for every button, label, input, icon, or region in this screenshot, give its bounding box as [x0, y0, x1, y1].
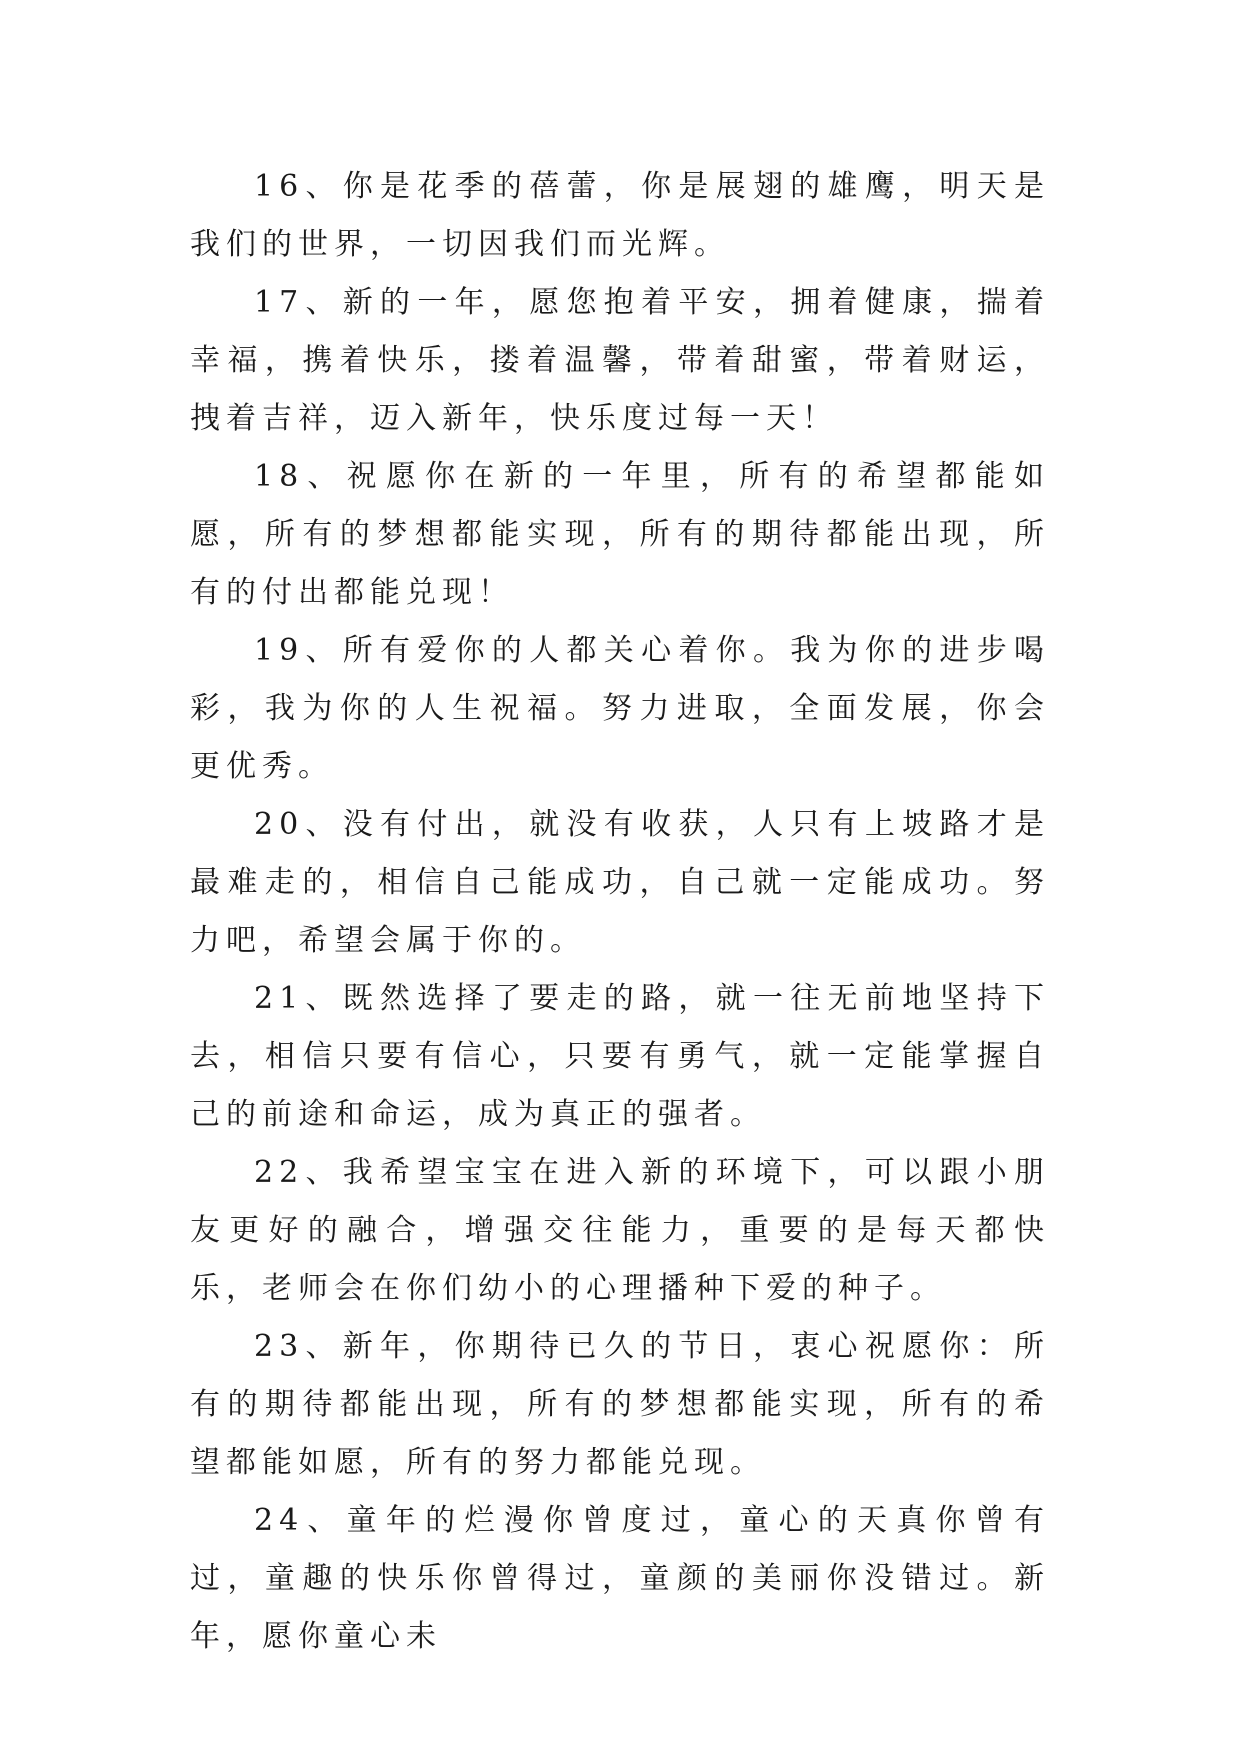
- paragraph-20: 20、没有付出，就没有收获，人只有上坡路才是最难走的，相信自己能成功，自己就一定能成功。努力吧，希望会属于你的。: [190, 807, 1050, 958]
- paragraph-22: 22、我希望宝宝在进入新的环境下，可以跟小朋友更好的融合，增强交往能力，重要的是每天都快乐，老师会在你们幼小的心理播种下爱的种子。: [190, 1155, 1050, 1306]
- paragraph-23: 23、新年，你期待已久的节日，衷心祝愿你：所有的期待都能出现，所有的梦想都能实现，所有的希望都能如愿，所有的努力都能兑现。: [190, 1329, 1050, 1480]
- paragraph-24: 24、童年的烂漫你曾度过，童心的天真你曾有过，童趣的快乐你曾得过，童颜的美丽你没错过。新年，愿你童心未: [190, 1503, 1050, 1654]
- paragraph-21: 21、既然选择了要走的路，就一往无前地坚持下去，相信只要有信心，只要有勇气，就一定能掌握自己的前途和命运，成为真正的强者。: [190, 981, 1050, 1132]
- paragraph-18: 18、祝愿你在新的一年里，所有的希望都能如愿，所有的梦想都能实现，所有的期待都能出现，所有的付出都能兑现！: [190, 459, 1050, 610]
- paragraph-16: 16、你是花季的蓓蕾，你是展翅的雄鹰，明天是我们的世界，一切因我们而光辉。: [190, 169, 1050, 262]
- paragraph-19: 19、所有爱你的人都关心着你。我为你的进步喝彩，我为你的人生祝福。努力进取，全面发展，你会更优秀。: [190, 633, 1050, 784]
- document-body: [190, 158, 1050, 1666]
- paragraph-17: 17、新的一年，愿您抱着平安，拥着健康，揣着幸福，携着快乐，搂着温馨，带着甜蜜，带着财运，拽着吉祥，迈入新年，快乐度过每一天！: [190, 285, 1050, 436]
